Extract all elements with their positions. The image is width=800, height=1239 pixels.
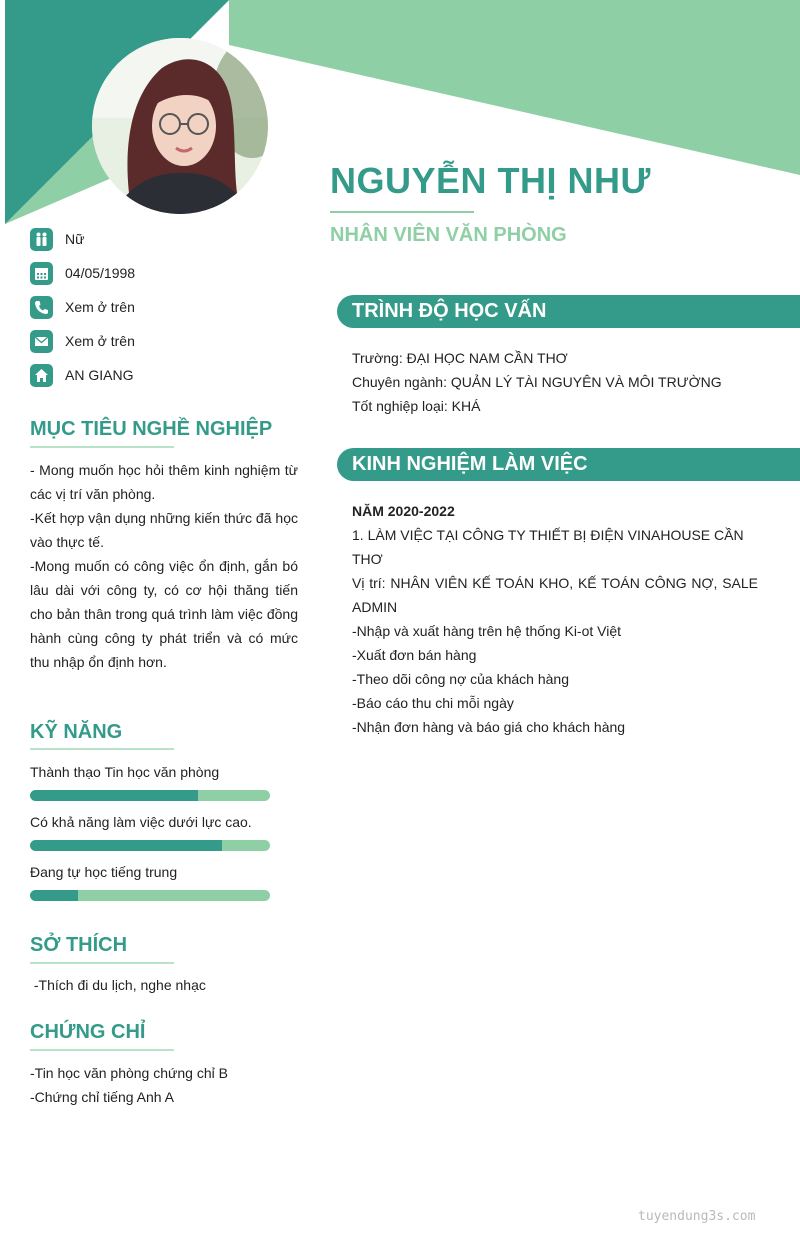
education-details [352,346,758,418]
contact-list [30,222,290,392]
contact-dob [30,256,290,290]
skill-bar-fill [30,840,222,851]
hobbies-underline [30,962,174,964]
skill-bar-fill [30,890,78,901]
experience-duty: -Nhập và xuất hàng trên hệ thống Ki-ot Việt [352,623,622,639]
watermark-text: tuyendung3s.com [638,1209,756,1224]
experience-period: NĂM 2020-2022 [352,503,455,519]
skill-bar [30,790,270,801]
experience-details [352,499,758,739]
objective-title: MỤC TIÊU NGHỀ NGHIỆP [30,418,273,440]
certificate-item: -Tin học văn phòng chứng chỉ B [30,1065,228,1081]
address-text: AN GIANG [65,367,134,383]
certificates-underline [30,1049,174,1051]
dob-text: 04/05/1998 [65,265,136,281]
skill-bar [30,890,270,901]
envelope-icon [30,330,53,353]
experience-position: Vị trí: NHÂN VIÊN KẾ TOÁN KHO, KẾ TOÁN CÔNG NỢ, SALE ADMIN [352,575,758,615]
contact-email [30,324,290,358]
objective-text [30,458,298,674]
phone-text: Xem ở trên [65,299,135,315]
objective-line: -Mong muốn có công việc ổn định, gắn bó lâu dài với công ty, có cơ hội thăng tiến cho bản thân trong quá trình làm việc đồng hành cùng công ty phát triển và có mức thu nhập ổn định hơn. [30,558,298,670]
profile-name: NGUYỄN THỊ NHƯ [330,160,651,201]
experience-duty: -Theo dõi công nợ của khách hàng [352,671,569,687]
contact-phone [30,290,290,324]
skill-label: Thành thạo Tin học văn phòng [30,764,220,780]
skill-bar-fill [30,790,198,801]
profile-photo [92,38,268,214]
gender-icon [30,228,53,251]
calendar-icon [30,262,53,285]
hobbies-title: SỞ THÍCH [30,934,128,956]
home-icon [30,364,53,387]
experience-duty: -Nhận đơn hàng và báo giá cho khách hàng [352,719,626,735]
certificates-title: CHỨNG CHỈ [30,1021,146,1043]
objective-line: -Kết hợp vận dụng những kiến thức đã học vào thực tế. [30,510,298,550]
skill-label: Đang tự học tiếng trung [30,864,178,880]
phone-icon [30,296,53,319]
education-major: Chuyên ngành: QUẢN LÝ TÀI NGUYÊN VÀ MÔI TRƯỜNG [352,374,722,390]
certificate-item: -Chứng chỉ tiếng Anh A [30,1089,175,1105]
education-grade: Tốt nghiệp loại: KHÁ [352,398,481,414]
experience-banner [337,448,800,481]
education-school: Trường: ĐẠI HỌC NAM CẦN THƠ [352,350,568,366]
objective-line: - Mong muốn học hỏi thêm kinh nghiệm từ các vị trí văn phòng. [30,462,298,502]
skill-label: Có khả năng làm việc dưới lực cao. [30,814,252,830]
experience-title: KINH NGHIỆM LÀM VIỆC [352,453,588,475]
education-title: TRÌNH ĐỘ HỌC VẤN [352,300,547,322]
contact-address [30,358,290,392]
contact-gender [30,222,290,256]
experience-company: 1. LÀM VIỆC TẠI CÔNG TY THIẾT BỊ ĐIỆN VINAHOUSE CẦN THƠ [352,527,744,567]
skills-underline [30,748,174,750]
experience-duty: -Xuất đơn bán hàng [352,647,477,663]
job-title: NHÂN VIÊN VĂN PHÒNG [330,224,567,246]
hobbies-text: -Thích đi du lịch, nghe nhạc [30,977,206,993]
objective-underline [30,446,174,448]
certificates-list [30,1061,298,1109]
skills-title: KỸ NĂNG [30,721,123,743]
skill-bar [30,840,270,851]
education-banner [337,295,800,328]
name-underline [330,211,474,213]
gender-text: Nữ [65,231,85,247]
experience-duty: -Báo cáo thu chi mỗi ngày [352,695,514,711]
email-text: Xem ở trên [65,333,135,349]
